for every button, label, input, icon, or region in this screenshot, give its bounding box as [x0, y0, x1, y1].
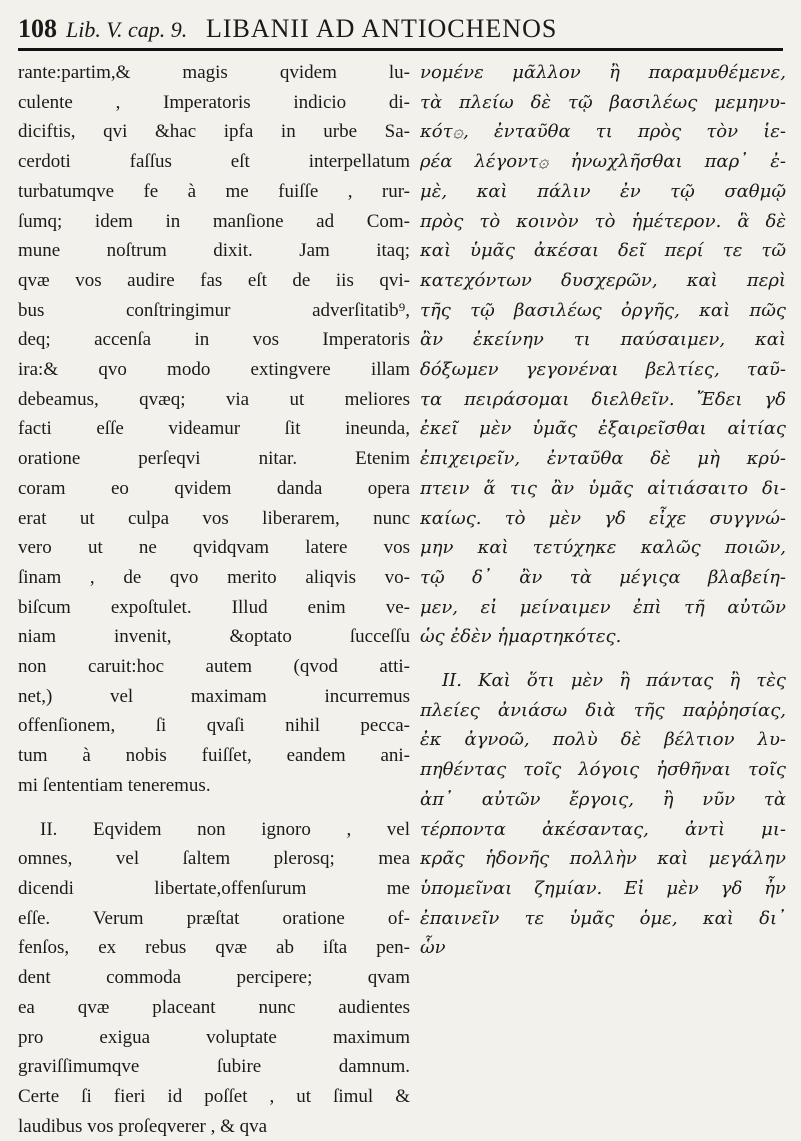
greek-text-line: τῆς τῷ βασιλέως ὀργῆς, καὶ πῶς — [420, 299, 786, 321]
latin-text-line: mi ſententiam teneremus. — [18, 774, 211, 796]
greek-text-line: κότ۞, ἐνταῦθα τι πρὸς τὸν ἱε- — [420, 121, 786, 143]
latin-text-line: deq; accenſa in vos Imperatoris — [18, 329, 410, 351]
latin-text-line: cerdoti faſſus eſt interpellatum — [18, 151, 410, 173]
latin-text-line: graviſſimumqve ſubire damnum. — [18, 1056, 410, 1078]
greek-text-line: II. Καὶ ὅτι μὲν ἢ πάντας ἢ τὲς — [442, 670, 786, 692]
latin-text-line: diciftis, qvi &hac ipfa in urbe Sa- — [18, 121, 410, 143]
greek-text-line: μὲ, καὶ πάλιν ἐν τῷ σαθμῷ — [420, 180, 786, 202]
greek-text-line: πρὸς τὸ κοινὸν τὸ ἡμέτερον. ἃ δὲ — [420, 210, 786, 232]
greek-text-line: ὧν — [420, 937, 446, 959]
latin-text-line: pro exigua voluptate maximum — [18, 1026, 410, 1048]
latin-text-line: coram eo qvidem danda opera — [18, 477, 410, 499]
greek-text-line: ἐκ ἀγνοῶ, πολὺ δὲ βέλτιον λυ- — [420, 729, 786, 751]
latin-text-line: debeamus, qvæq; via ut meliores — [18, 388, 410, 410]
latin-text-line: niam invenit, &optato ſucceſſu — [18, 626, 410, 648]
latin-text-line: non caruit:hoc autem (qvod atti- — [18, 656, 410, 678]
latin-column — [18, 58, 410, 1141]
greek-text-line: ἐπιχειρεῖν, ἐνταῦθα δὲ μὴ κρύ- — [420, 448, 786, 470]
greek-text-line: μην καὶ τετύχηκε καλῶς ποιῶν, — [420, 537, 786, 559]
greek-text-line: ἀπ᾽ αὐτῶν ἔργοις, ἢ νῦν τὰ — [420, 788, 786, 810]
latin-text-line: culente , Imperatoris indicio di- — [18, 91, 410, 113]
latin-text-line: mune noſtrum dixit. Jam itaq; — [18, 240, 410, 262]
latin-text-line: bus conſtringimur adverſitatib⁹, — [18, 299, 410, 321]
greek-text-line: ἐκεῖ μὲν ὑμᾶς ἐξαιρεῖσθαι αἰτίας — [420, 418, 786, 440]
greek-text-line: πηθέντας τοῖς λόγοις ἡσθῆναι τοῖς — [420, 759, 786, 781]
greek-text-line: καὶ ὑμᾶς ἀκέσαι δεῖ περί τε τῶ — [420, 240, 786, 262]
latin-text-line: vero ut ne qvidqvam latere vos — [18, 537, 410, 559]
greek-text-line: τὰ πλείω δὲ τῷ βασιλέως μεμηνυ- — [420, 91, 786, 113]
greek-text-line: ὑπομεῖναι ζημίαν. Εἰ μὲν γδ ἦν — [420, 877, 786, 899]
greek-text-line: πτειν ἅ τις ἂν ὑμᾶς αἰτιάσαιτο δι- — [420, 477, 786, 499]
latin-text-line: Certe ſi fieri id poſſet , ut ſimul & — [18, 1085, 410, 1107]
greek-text-line: καίως. τὸ μὲν γδ εἶχε συγγνώ- — [420, 507, 786, 529]
latin-text-line: omnes, vel ſaltem plerosq; mea — [18, 848, 410, 870]
latin-text-line: facti eſſe videamur ſit ineunda, — [18, 418, 410, 440]
greek-text-line: τέρποντα ἀκέσαντας, ἀντὶ μι- — [420, 818, 786, 840]
greek-text-line: ρέα λέγοντ۞ ἠνωχλῆσθαι παρ᾽ ἐ- — [420, 151, 786, 173]
latin-text-line: rante:partim,& magis qvidem lu- — [18, 62, 410, 83]
latin-text-line: tum à nobis fuiſſet, eandem ani- — [18, 745, 410, 767]
page-number: 108 — [18, 14, 57, 43]
latin-text-line: ea qvæ placeant nunc audientes — [18, 996, 410, 1018]
latin-text-line: ſinam , de qvo merito aliqvis vo- — [18, 566, 410, 588]
latin-text-line: dicendi libertate,offenſurum me — [18, 877, 410, 899]
latin-text-line: erat ut culpa vos liberarem, nunc — [18, 507, 410, 529]
latin-text-line: eſſe. Verum præſtat oratione of- — [18, 907, 410, 929]
latin-text-line: biſcum expoſtulet. Illud enim ve- — [18, 596, 410, 618]
latin-text-line: net,) vel maximam incurremus — [18, 685, 410, 707]
greek-text-line: τα πειράσομαι διελθεῖν. Ἔδει γδ — [420, 388, 786, 410]
paragraph-gap — [420, 652, 786, 666]
greek-text-line: πλείες ἀνιάσω διὰ τῆς παῤῥησίας, — [420, 699, 786, 721]
greek-text-line: ἂν ἐκείνην τι παύσαιμεν, καὶ — [420, 329, 786, 351]
latin-text-line: ſumq; idem in manſione ad Com- — [18, 210, 410, 232]
greek-text-line: τῷ δ᾽ ἂν τὰ μέγιςα βλαβείη- — [420, 566, 786, 588]
greek-text-line: νομένε μᾶλλον ἢ παραμυθέμενε, — [420, 62, 786, 83]
section-reference: Lib. V. cap. 9. — [66, 17, 188, 42]
greek-text-line: ὡς ἐδὲν ἡμαρτηκότες. — [420, 626, 622, 648]
latin-text-line: II. Eqvidem non ignoro , vel — [40, 818, 410, 840]
running-title: LIBANII AD ANTIOCHENOS — [206, 14, 558, 43]
paragraph-gap — [18, 801, 410, 815]
greek-text-line: δόξωμεν γεγονέναι βελτίες, ταῦ- — [420, 359, 786, 381]
greek-text-line: ἐπαινεῖν τε ὑμᾶς ὁμε, καὶ δι᾽ — [420, 907, 786, 929]
greek-column — [420, 58, 786, 963]
latin-text-line: dent commoda percipere; qvam — [18, 967, 410, 989]
greek-text-line: μεν, εἰ μείναιμεν ἐπὶ τῆ αὐτῶν — [420, 596, 786, 618]
latin-text-line: turbatumqve fe à me fuiſſe , rur- — [18, 180, 410, 202]
running-head — [18, 14, 783, 51]
latin-text-line: qvæ vos audire fas eſt de iis qvi- — [18, 269, 410, 291]
latin-text-line: fenſos, ex rebus qvæ ab iſta pen- — [18, 937, 410, 959]
greek-text-line: κατεχόντων δυσχερῶν, καὶ περὶ — [420, 269, 786, 291]
latin-text-line: laudibus vos proſeqverer , & qva — [18, 1115, 268, 1137]
latin-text-line: oratione perſeqvi nitar. Etenim — [18, 448, 410, 470]
greek-text-line: κρᾶς ἡδονῆς πολλὴν καὶ μεγάλην — [420, 848, 786, 870]
latin-text-line: offenſionem, ſi qvaſi nihil pecca- — [18, 715, 410, 737]
latin-text-line: ira:& qvo modo extingvere illam — [18, 359, 410, 381]
